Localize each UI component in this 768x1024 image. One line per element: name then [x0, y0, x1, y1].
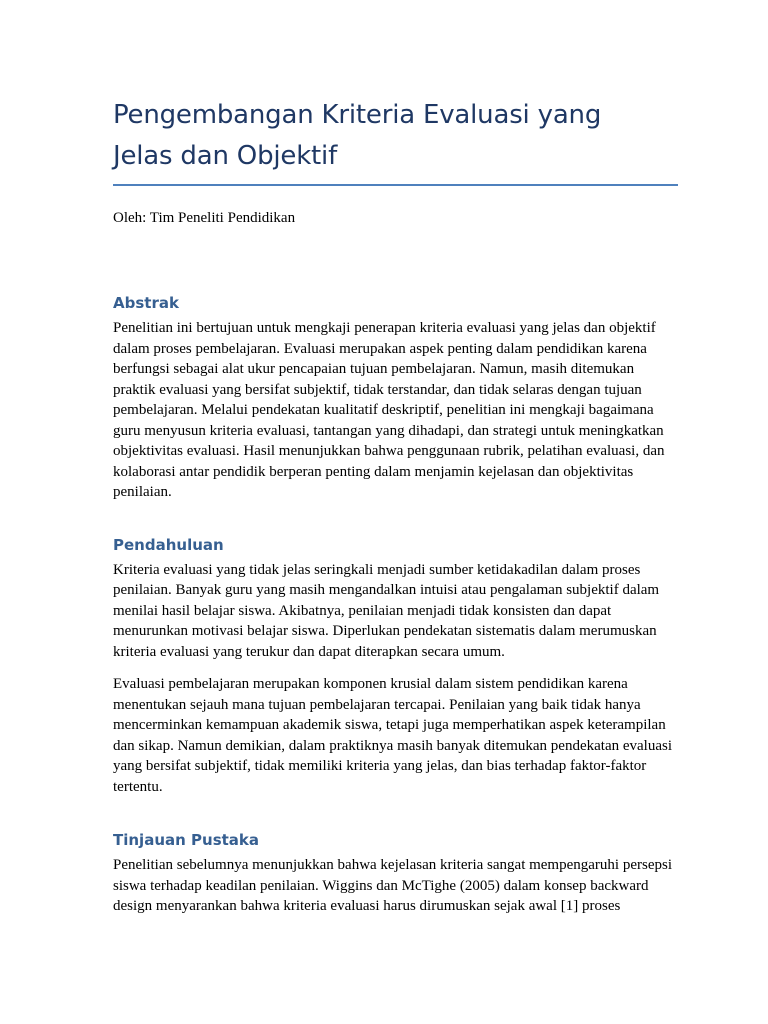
text-line: berfungsi sebagai alat ukur pencapaian tujuan pembelajaran. Namun, masih ditemukan: [113, 361, 635, 377]
text-line: yang bersifat subjektif, tidak memiliki kriteria yang jelas, dan bias terhadap faktor-faktor: [113, 758, 647, 774]
text-line: objektivitas evaluasi. Hasil menunjukkan bahwa penggunaan rubrik, pelatihan evaluasi, dan: [113, 443, 665, 459]
text-line: kolaborasi antar pendidik berperan penting dalam menjamin kejelasan dan objektivitas: [113, 463, 634, 480]
pendahuluan-paragraph-1: [113, 560, 679, 663]
text-line: Penelitian ini bertujuan untuk mengkaji penerapan kriteria evaluasi yang jelas dan objektif: [113, 320, 656, 336]
text-line: dalam proses pembelajaran. Evaluasi merupakan aspek penting dalam pendidikan karena: [113, 340, 647, 357]
text-line: menentukan sejauh mana tujuan pembelajaran tercapai. Penilaian yang baik tidak hanya: [113, 696, 641, 713]
section-heading-tinjauan-pustaka: Tinjauan Pustaka: [113, 831, 260, 849]
text-line: design menyarankan bahwa kriteria evaluasi harus dirumuskan sejak awal [1] proses: [113, 898, 621, 914]
title-line: Jelas dan Objektif: [113, 141, 338, 171]
section-heading-abstrak: Abstrak: [113, 294, 179, 312]
text-line: penilaian.: [113, 484, 172, 500]
section-heading-pendahuluan: Pendahuluan: [113, 535, 224, 554]
text-line: Evaluasi pembelajaran merupakan komponen krusial dalam sistem pendidikan karena: [113, 676, 628, 692]
text-line: guru menyusun kriteria evaluasi, tantangan yang dihadapi, dan strategi untuk meningkatkan: [113, 422, 664, 439]
abstract-paragraph: [113, 318, 679, 503]
title-divider: [113, 184, 678, 186]
text-line: siswa terhadap keadilan penilaian. Wiggins dan McTighe (2005) dalam konsep backward: [113, 877, 649, 894]
tinjauan-pustaka-paragraph: [113, 855, 679, 917]
text-line: penilaian. Banyak guru yang masih mengandalkan intuisi atau pengalaman subjektif dalam: [113, 582, 660, 598]
document-title: [113, 0, 679, 177]
title-line: Pengembangan Kriteria Evaluasi yang: [113, 100, 602, 130]
text-line: kriteria evaluasi yang terukur dan dapat diterapkan secara umum.: [113, 643, 505, 660]
text-line: pembelajaran. Melalui pendekatan kualitatif deskriptif, penelitian ini mengkaji bagaimana: [113, 402, 654, 418]
text-line: menurunkan motivasi belajar siswa. Diperlukan pendekatan sistematis dalam merumuskan: [113, 623, 657, 639]
text-line: Kriteria evaluasi yang tidak jelas seringkali menjadi sumber ketidakadilan dalam proses: [113, 561, 641, 578]
pendahuluan-paragraph-2: [113, 674, 679, 797]
text-line: praktik evaluasi yang bersifat subjektif, tidak terstandar, dan tidak selaras dengan tujuan: [113, 381, 642, 398]
document-page: [113, 0, 679, 917]
text-line: mencerminkan kemampuan akademik siswa, tetapi juga memperhatikan aspek keterampilan: [113, 717, 666, 733]
text-line: tertentu.: [113, 778, 163, 795]
text-line: Penelitian sebelumnya menunjukkan bahwa kejelasan kriteria sangat mempengaruhi persepsi: [113, 857, 672, 873]
text-line: dan sikap. Namun demikian, dalam praktiknya masih banyak ditemukan pendekatan evaluasi: [113, 737, 672, 754]
author-line: Oleh: Tim Peneliti Pendidikan: [113, 210, 296, 226]
text-line: menilai hasil belajar siswa. Akibatnya, penilaian menjadi tidak konsisten dan dapat: [113, 602, 612, 619]
